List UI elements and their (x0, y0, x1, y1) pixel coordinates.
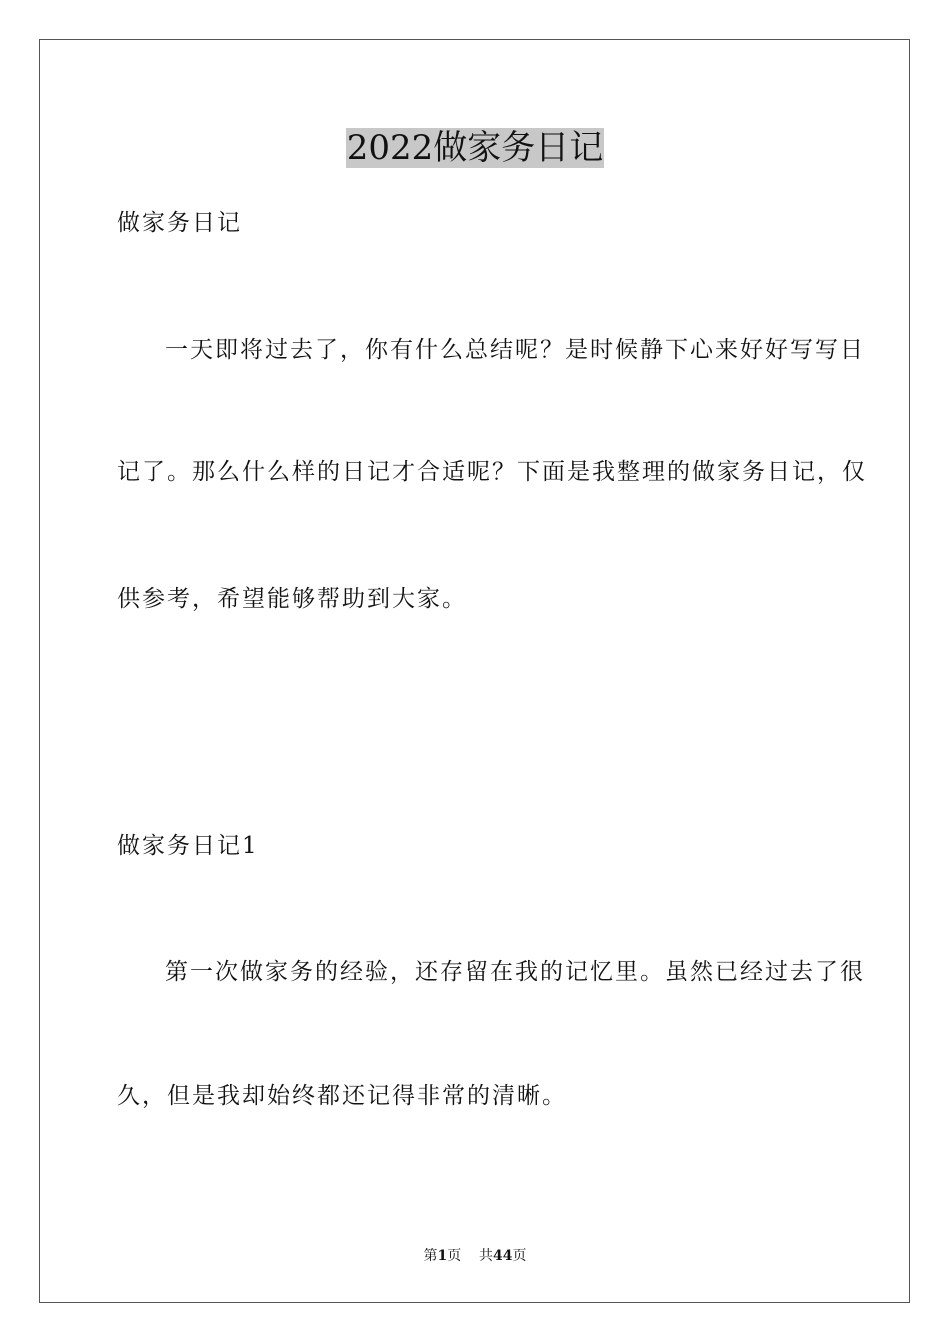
intro-line-3: 供参考，希望能够帮助到大家。 (117, 586, 467, 612)
section-line-2: 久，但是我却始终都还记得非常的清晰。 (117, 1083, 567, 1109)
page-footer (0, 1246, 950, 1266)
section-line-1: 第一次做家务的经验，还存留在我的记忆里。虽然已经过去了很 (165, 959, 865, 985)
footer-total-suffix: 页 (512, 1248, 527, 1264)
intro-line-1: 一天即将过去了，你有什么总结呢？是时候静下心来好好写写日 (165, 337, 865, 363)
section-heading: 做家务日记1 (117, 833, 259, 859)
document-subtitle: 做家务日记 (117, 210, 242, 236)
footer-total-pages: 44 (493, 1248, 513, 1264)
footer-total-prefix: 共 (479, 1248, 494, 1264)
footer-page-number: 1 (437, 1248, 448, 1264)
document-title (0, 126, 950, 170)
footer-page-prefix: 第 (423, 1248, 438, 1264)
intro-line-2: 记了。那么什么样的日记才合适呢？下面是我整理的做家务日记，仅 (117, 459, 867, 485)
footer-page-suffix: 页 (447, 1248, 462, 1264)
document-title-text: 2022做家务日记 (346, 128, 604, 168)
